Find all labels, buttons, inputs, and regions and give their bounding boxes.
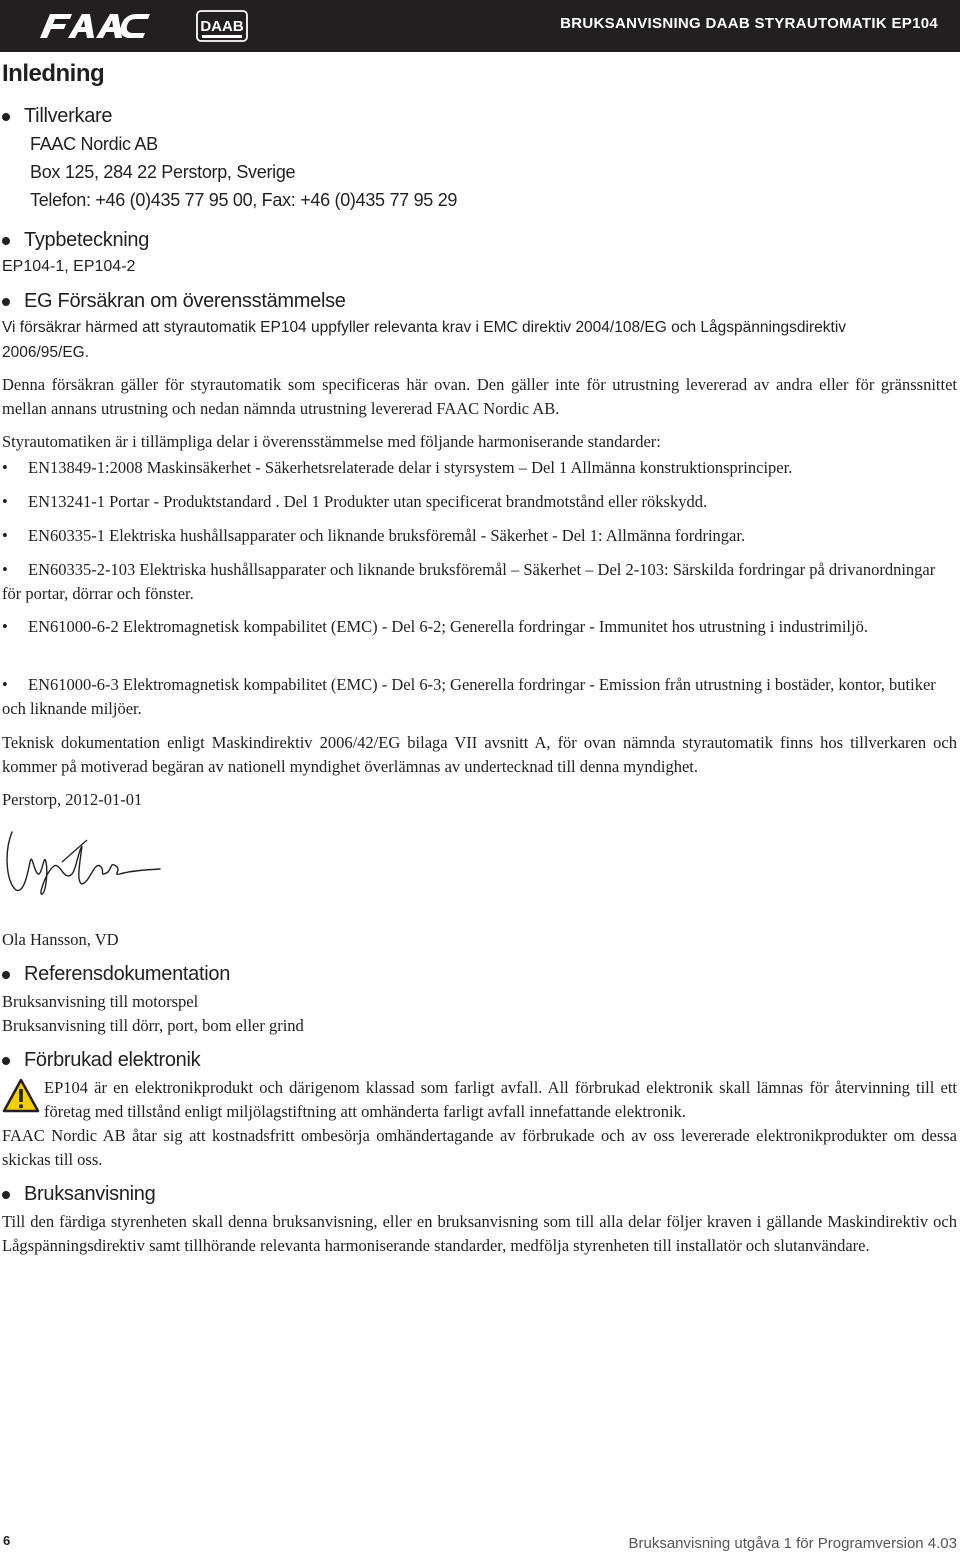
ref-item: Bruksanvisning till motorspel (2, 992, 199, 1011)
ref-item: Bruksanvisning till dörr, port, bom eller grind (2, 1016, 304, 1035)
bullet-icon (2, 298, 10, 306)
eg-para3: Teknisk dokumentation enligt Maskindirektiv 2006/42/EG bilaga VII avsnitt A, för ovan nämnda styrautomatik finns hos tillverkaren och kommer på motiverad begäran av nationell myndighet överlämnas av undertecknad till denna myndighet. (2, 733, 957, 776)
bullet-icon (2, 1191, 10, 1199)
page-title: Inledning (2, 60, 105, 87)
type-value: EP104-1, EP104-2 (2, 258, 136, 275)
warning-icon (2, 1078, 40, 1114)
signer: Ola Hansson, VD (2, 930, 119, 949)
waste-text: EP104 är en elektronikprodukt och därigenom klassad som farligt avfall. All förbrukad elektronik skall lämnas för återvinning till ett företag med tillstånd enligt miljölagstiftning att omhänderta farligt avfall innefattande elektronik. (44, 1078, 957, 1121)
waste-text2: FAAC Nordic AB åtar sig att kostnadsfritt ombesörja omhändertagande av förbrukade och av oss levererade elektronikprodukter om dessa skickas till oss. (2, 1126, 957, 1169)
section-eg: EG Försäkran om överensstämmelse (2, 290, 346, 313)
page-header (0, 0, 960, 52)
standard-item: • EN61000-6-3 Elektromagnetisk kompabilitet (EMC) - Del 6-3; Generella fordringar - Emission från utrustning i bostäder, kontor, butiker och liknande miljöer. (2, 675, 936, 718)
bullet-icon (2, 971, 10, 979)
eg-para2: Styrautomatiken är i tillämpliga delar i överensstämmelse med följande harmoniserande standarder: (2, 432, 661, 451)
section-refs: Referensdokumentation (2, 963, 230, 986)
section-manual: Bruksanvisning (2, 1183, 155, 1206)
standard-item: • EN13849-1:2008 Maskinsäkerhet - Säkerhetsrelaterade delar i styrsystem – Del 1 Allmänna konstruktionsprinciper. (2, 458, 793, 477)
eg-para1: Denna försäkran gäller för styrautomatik som specificeras här ovan. Den gäller inte för utrustning levererad av andra eller för gränssnittet mellan annans utrustning och nedan nämnda utrustning levererad FAAC Nordic AB. (2, 375, 957, 418)
page-number: 6 (3, 1533, 11, 1548)
standard-item: • EN61000-6-2 Elektromagnetisk kompabilitet (EMC) - Del 6-2; Generella fordringar - Immunitet hos utrustning i industrimiljö. (2, 617, 868, 636)
manufacturer-phone: Telefon: +46 (0)435 77 95 00, Fax: +46 (0)435 77 95 29 (30, 190, 458, 210)
footer-edition: Bruksanvisning utgåva 1 för Programversion 4.03 (628, 1535, 957, 1552)
standard-item: • EN60335-1 Elektriska hushållsapparater och liknande bruksföremål - Säkerhet - Del 1: Allmänna fordringar. (2, 526, 746, 545)
bullet-icon (2, 237, 10, 245)
eg-line1: Vi försäkrar härmed att styrautomatik EP104 uppfyller relevanta krav i EMC direktiv 2004/108/EG och Lågspänningsdirektiv (2, 319, 847, 336)
bullet-icon (2, 113, 10, 121)
daab-logo (196, 10, 248, 42)
svg-text:DAAB: DAAB (200, 18, 244, 35)
place-date: Perstorp, 2012-01-01 (2, 790, 143, 809)
standard-item: • EN13241-1 Portar - Produktstandard . Del 1 Produkter utan specificerat brandmotstånd eller rökskydd. (2, 492, 708, 511)
section-waste: Förbrukad elektronik (2, 1049, 200, 1072)
eg-line2: 2006/95/EG. (2, 344, 90, 361)
header-title: BRUKSANVISNING DAAB STYRAUTOMATIK EP104 (560, 15, 938, 32)
standard-item: • EN60335-2-103 Elektriska hushållsapparater och liknande bruksföremål – Säkerhet – Del 2-103: Särskilda fordringar på drivanordningar för portar, dörrar och fönster. (2, 560, 936, 603)
section-manufacturer: Tillverkare (2, 105, 112, 128)
manufacturer-address: Box 125, 284 22 Perstorp, Sverige (30, 162, 296, 182)
manual-text: Till den färdiga styrenheten skall denna bruksanvisning, eller en bruksanvisning som till alla delar följer kraven i gällande Maskindirektiv och Lågspänningsdirektiv samt tillhörande relevanta harmoniserande standarder, medfölja styrenheten till installatör och slutanvändare. (2, 1212, 957, 1255)
faac-logo (38, 10, 153, 42)
signature (2, 822, 162, 902)
section-type: Typbeteckning (2, 229, 149, 252)
bullet-icon (2, 1057, 10, 1065)
manufacturer-name: FAAC Nordic AB (30, 134, 158, 154)
